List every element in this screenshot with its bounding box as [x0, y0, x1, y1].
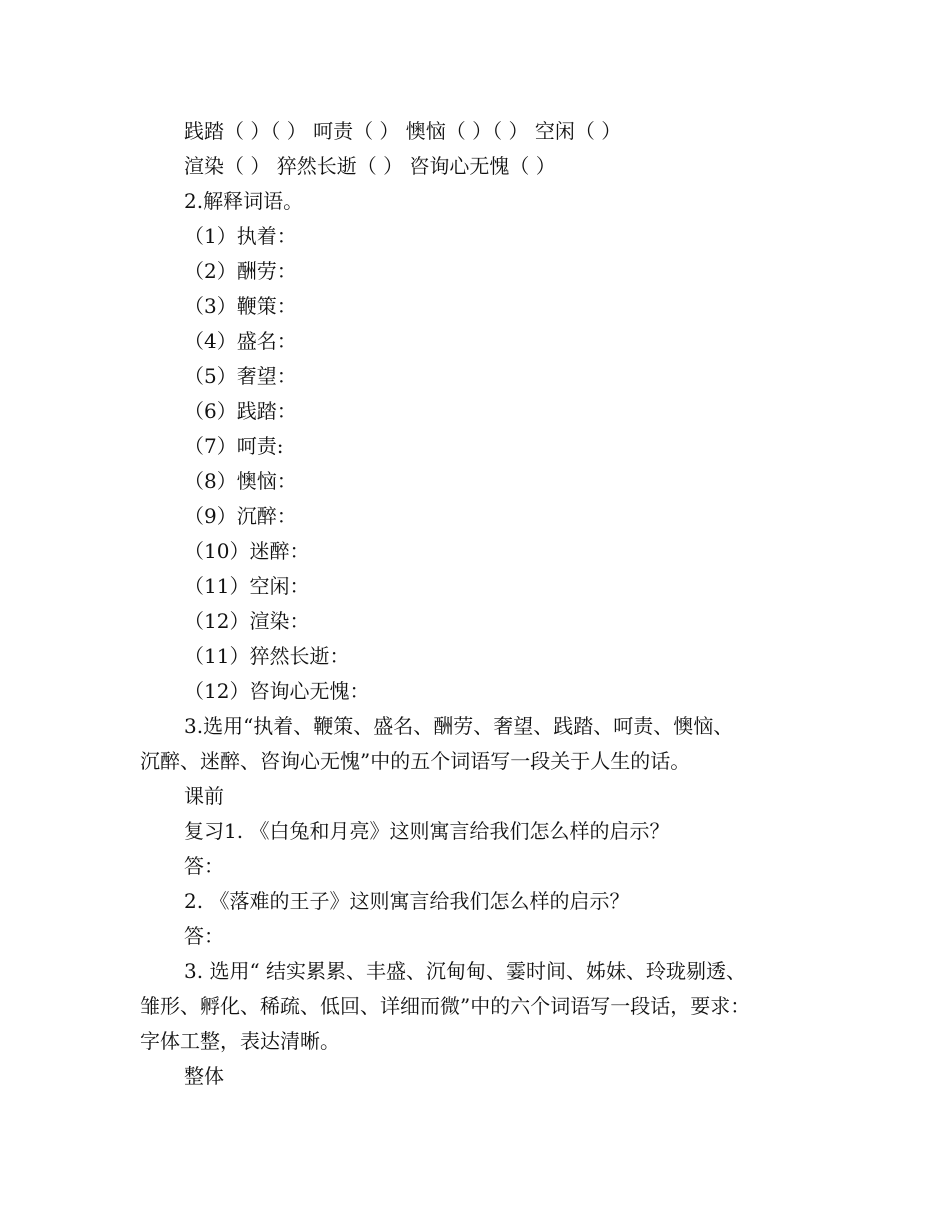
definition-item-9: （9）沉醉： [184, 504, 297, 528]
review-answer-2: 答： [184, 924, 224, 948]
definition-item-12: （12）渲染： [184, 609, 310, 633]
document-content [140, 114, 840, 1094]
exercise-3-line-2: 沉醉、迷醉、咨询心无愧”中的五个词语写一段关于人生的话。 [140, 749, 691, 773]
definition-item-3: （3）鞭策： [184, 294, 297, 318]
review-question-3-line-1: 3. 选用“ 结实累累、丰盛、沉甸甸、霎时间、姊妹、玲珑剔透、 [184, 959, 747, 983]
definition-item-2: （2）酬劳： [184, 259, 297, 283]
section-heading-before-class: 课前 [184, 784, 224, 808]
review-question-2: 2. 《落难的王子》这则寓言给我们怎么样的启示？ [184, 889, 630, 913]
section-heading-whole: 整体 [184, 1064, 224, 1088]
definition-item-8: （8）懊恼： [184, 469, 297, 493]
definition-item-11: （11）空闲： [184, 574, 310, 598]
definition-item-6: （6）践踏： [184, 399, 297, 423]
exercise-2-heading: 2.解释词语。 [184, 189, 304, 213]
review-question-1: 复习1. 《白兔和月亮》这则寓言给我们怎么样的启示？ [184, 819, 670, 843]
definition-item-7: （7）呵责: [184, 434, 284, 458]
review-question-3-line-3: 字体工整，表达清晰。 [140, 1029, 340, 1053]
exercise-3-line-1: 3.选用“执着、鞭策、盛名、酬劳、奢望、践踏、呵责、懊恼、 [184, 714, 734, 738]
definition-item-4: （4）盛名： [184, 329, 297, 353]
definition-item-14: （12）咨询心无愧： [184, 679, 370, 703]
review-answer-1: 答： [184, 854, 224, 878]
definition-item-13: （11）猝然长逝： [184, 644, 350, 668]
definition-item-5: （5）奢望： [184, 364, 297, 388]
definition-item-1: （1）执着： [184, 224, 297, 248]
pinyin-fill-line-2: 渲染（ ） 猝然长逝（ ） 咨询心无愧（ ） [184, 154, 556, 178]
review-question-3-line-2: 雏形、孵化、稀疏、低回、详细而微”中的六个词语写一段话，要求： [140, 994, 751, 1018]
pinyin-fill-line-1: 践踏（ ）（ ） 呵责（ ） 懊恼（ ）（ ） 空闲（ ） [184, 119, 622, 143]
definition-item-10: （10）迷醉： [184, 539, 310, 563]
